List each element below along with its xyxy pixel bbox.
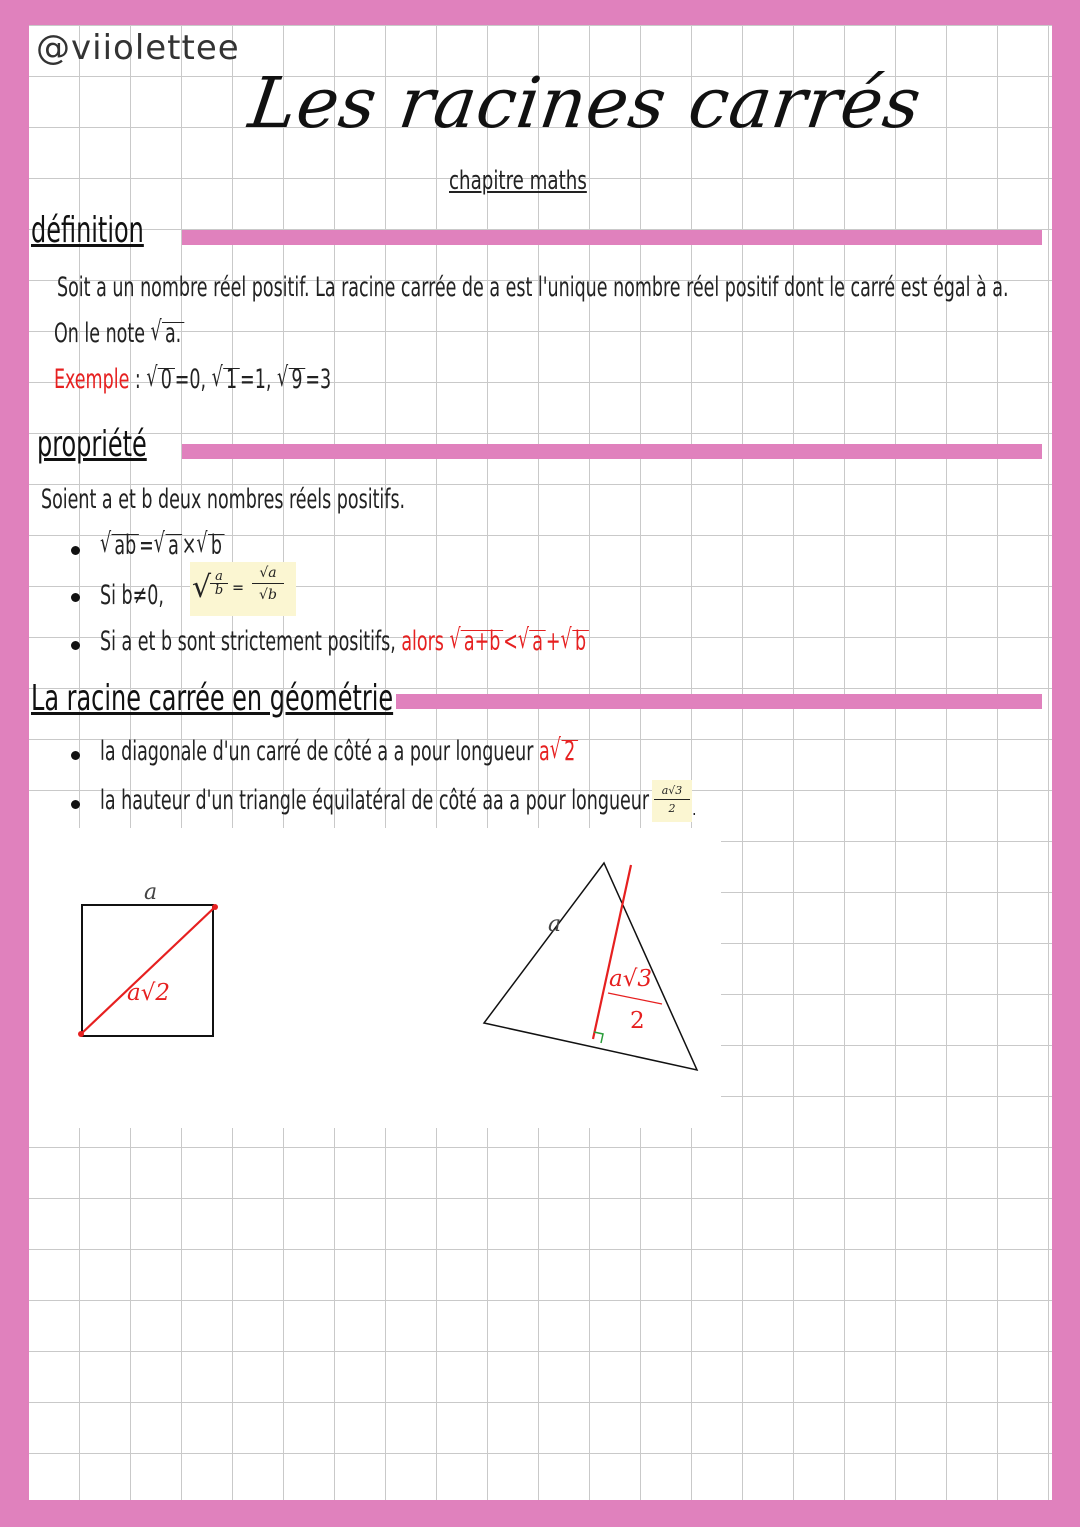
triangle-height-label-num: a√3: [609, 966, 653, 992]
square-side-label: a: [144, 880, 158, 905]
page-title: Les racines carrés: [244, 62, 927, 144]
diagonal-endpoint: [212, 904, 218, 910]
height-period: .: [692, 800, 697, 819]
property-sum-inequality: Si a et b sont strictement positifs, alors √ a+b <√ a +√ b: [100, 626, 589, 657]
definition-divider: [182, 230, 1042, 245]
definition-text: Soit a un nombre réel positif. La racine carrée de a est l'unique nombre réel positif dont le carré est égal à a.: [57, 272, 1009, 303]
height-formula-highlight: [652, 780, 692, 822]
geometry-figure: [29, 828, 721, 1128]
triangle-figure: [484, 863, 697, 1070]
height-label-bar: [608, 993, 662, 1004]
bullet: [71, 800, 80, 809]
geometry-diagonal-rule: la diagonale d'un carré de côté a a pour longueur a√ 2: [100, 736, 578, 767]
equals-sign: =: [232, 578, 245, 597]
property-intro: Soient a et b deux nombres réels positifs.: [41, 484, 406, 515]
geometry-divider: [396, 694, 1042, 709]
property-product-rule: √ ab =√ a ×√ b: [100, 530, 225, 561]
definition-example: Exemple : √ 0 =0, √ 1 =1, √ 9 =3: [54, 364, 331, 395]
property-heading: propriété: [37, 424, 147, 465]
square-diagonal-label: a√2: [127, 980, 171, 1006]
quotient-rhs-fraction: $\frac{√a}{√b}$: [252, 566, 284, 602]
bullet: [71, 751, 80, 760]
quotient-lhs-fraction: $\frac{a}{b}$: [210, 570, 228, 597]
property-divider: [182, 444, 1042, 459]
quotient-formula-highlight: [190, 562, 296, 616]
definition-heading: définition: [31, 210, 144, 251]
triangle-height: [593, 865, 631, 1039]
author-handle: @viiolettee: [36, 28, 240, 68]
diagonal-endpoint: [78, 1031, 84, 1037]
bullet: [71, 546, 80, 555]
triangle-side-label: a: [548, 912, 562, 937]
square-diagonal: [81, 907, 215, 1034]
triangle-outline: [484, 863, 697, 1070]
property-quotient-prefix: Si b≠0,: [100, 580, 164, 611]
geometry-heading: La racine carrée en géométrie: [31, 678, 394, 719]
height-fraction: $\frac{a√3}{2}$: [654, 785, 690, 814]
bullet: [71, 641, 80, 650]
geometry-height-rule: la hauteur d'un triangle équilatéral de côté aa a pour longueur: [100, 785, 650, 816]
page-subtitle: chapitre maths: [449, 166, 587, 196]
square-figure: [78, 904, 218, 1037]
definition-notation: On le note √ a.: [54, 318, 184, 349]
triangle-height-label-den: 2: [630, 1008, 645, 1034]
radical-sign: √: [192, 570, 212, 605]
bullet: [71, 593, 80, 602]
right-angle-marker: [594, 1032, 603, 1043]
